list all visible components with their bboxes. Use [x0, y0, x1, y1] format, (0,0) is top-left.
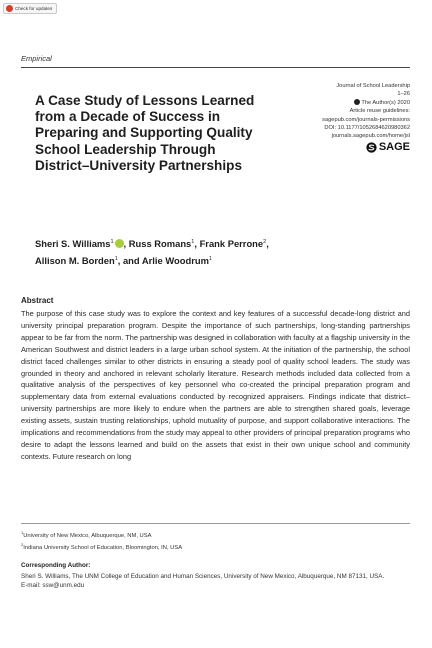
affiliation-1	[21, 530, 151, 539]
affiliation-text: University of New Mexico, Albuquerque, NM, USA	[23, 532, 152, 539]
abstract-heading: Abstract	[21, 296, 54, 305]
author-affiliation-mark: 2	[263, 239, 267, 245]
author-separator: ,	[266, 238, 269, 250]
header-divider	[21, 67, 410, 68]
author-name: Sheri S. Williams	[35, 238, 111, 250]
journal-name: Journal of School Leadership	[336, 83, 410, 89]
permissions-link[interactable]: sagepub.com/journals-permissions	[322, 116, 410, 123]
author-name: Russ Romans	[128, 238, 192, 250]
check-for-updates-label: Check for updates	[15, 6, 53, 11]
author-separator: ,	[194, 238, 200, 250]
journal-meta	[280, 82, 410, 153]
affiliation-number: 2	[21, 542, 24, 547]
author	[142, 255, 212, 266]
affiliation-number: 1	[21, 530, 24, 535]
corresponding-author-heading: Corresponding Author:	[21, 562, 91, 569]
author-affiliation-mark: 1	[208, 255, 212, 262]
abstract-text: The purpose of this case study was to explore the context and key features of a successful decade-long district and university principal preparation program. Despite the importance of such partnerships, long-standing partnerships appear to be far from the norm. The partnership was designed in collaboration with faculty at a flagship university in the American Southwest and district leaders in a large urban school system. At the initiation of the partnership, the school district faced challenges similar to other districts in ensuring a steady pool of quality school leaders. The study was grounded in theory and anchored in relevant scholarly literature. Research methods included data collected from a qualitative analysis of the perspectives of key personnel who co-created the principal preparation program and supplementary data from external evaluations conducted by recognized appraisers. Findings indicate that district–university partnerships are more likely to endure when the partners are able to strengthen shared goals, leverage existing assets, sustain trusting relationships, uphold mutuality of purpose, and support collaborative interactions. The implications and recommendations from the study may appeal to other providers of principal preparation programs who desire to adapt the lessons learned and build on the assets that exist in their own unique school and community contexts. Future research on long	[21, 309, 410, 461]
check-for-updates-badge[interactable]	[3, 3, 57, 14]
sage-logo-text: SAGE	[378, 140, 410, 153]
author	[35, 255, 142, 266]
crossmark-icon	[6, 5, 13, 12]
journal-home-link[interactable]: journals.sagepub.com/home/jsl	[331, 133, 410, 140]
article-title: A Case Study of Lessons Learned from a Decade of Success in Preparing and Supporting Quality School Leadership Through District–University Partnerships	[35, 93, 255, 173]
page-range: 1–26	[397, 91, 410, 98]
reuse-guidelines: Article reuse guidelines:	[349, 108, 410, 115]
affiliation-2	[21, 542, 182, 551]
author	[35, 238, 129, 249]
footnote-divider	[21, 523, 410, 524]
author-affiliation-mark: 1	[191, 239, 195, 245]
corresponding-author-address: Sheri S. Williams, The UNM College of Education and Human Sciences, University of New Mexico, Albuquerque, NM 87131, USA.	[21, 573, 385, 580]
affiliation-text: Indiana University School of Education, Bloomington, IN, USA	[23, 544, 183, 551]
copyright-text: The Author(s) 2020	[361, 99, 410, 106]
sage-logo-icon	[366, 142, 377, 153]
copyright-icon	[354, 99, 360, 105]
author-name: Frank Perrone	[199, 238, 264, 250]
author-list	[35, 235, 375, 268]
author-name: Arlie Woodrum	[141, 254, 209, 266]
author-separator: , and	[117, 254, 142, 266]
author-name: Allison M. Borden	[35, 254, 115, 266]
orcid-icon[interactable]	[115, 239, 124, 248]
publisher-logo	[280, 142, 410, 153]
doi[interactable]: DOI: 10.1177/1052684620980362	[324, 125, 410, 132]
author	[129, 238, 200, 249]
author-affiliation-mark: 1	[110, 239, 114, 245]
corresponding-author-block	[21, 572, 410, 590]
copyright-line	[280, 99, 410, 107]
article-type-label: Empirical	[21, 54, 52, 63]
author-separator: ,	[123, 238, 129, 250]
author-affiliation-mark: 1	[114, 255, 118, 262]
author	[200, 238, 269, 249]
corresponding-author-email[interactable]: E-mail: ssw@unm.edu	[21, 582, 85, 590]
